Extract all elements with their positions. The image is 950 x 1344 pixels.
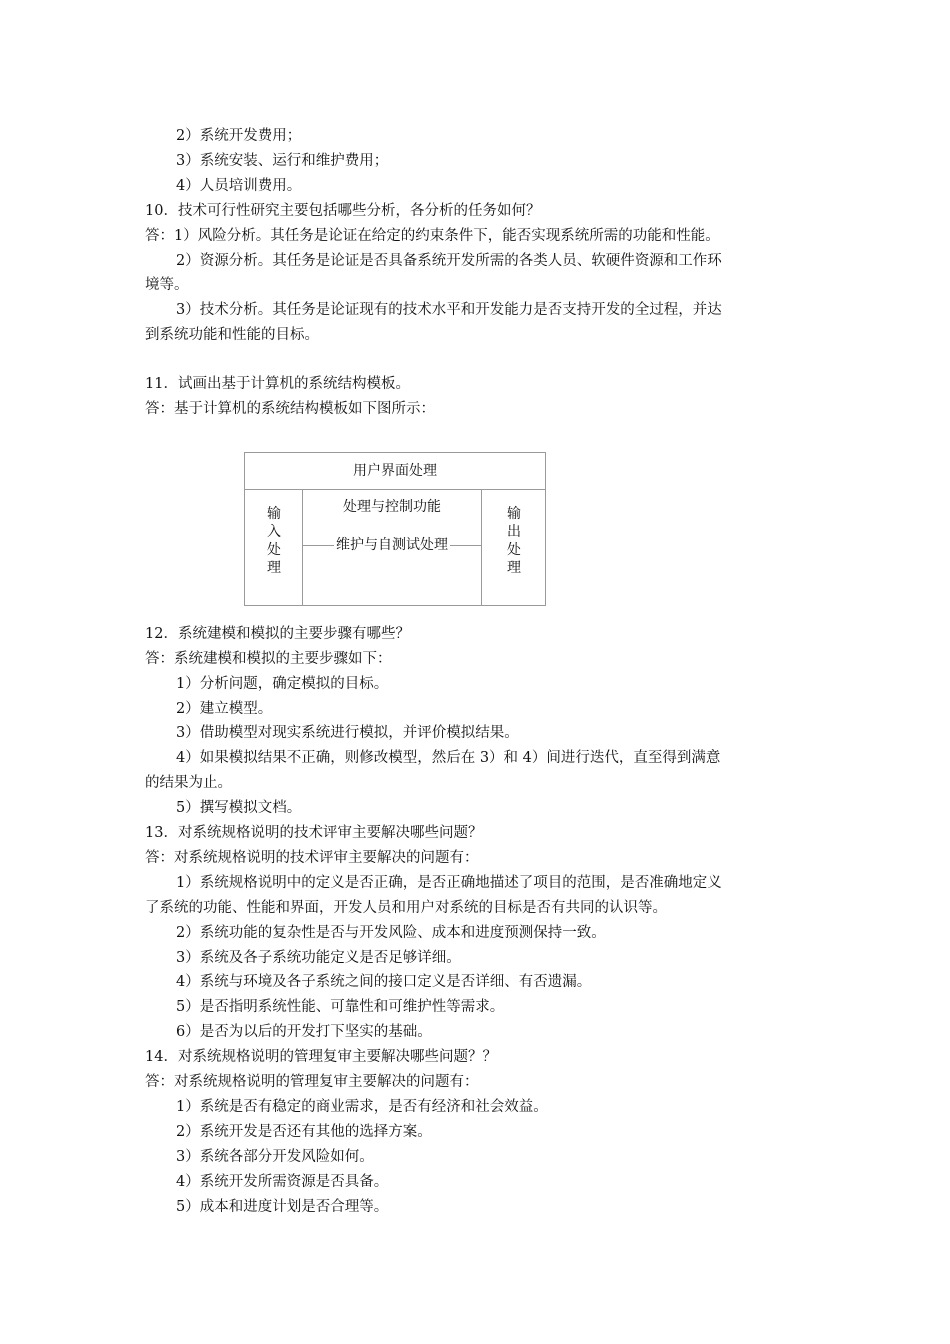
- output-processing-block: [505, 505, 523, 577]
- text-line: 1）系统是否有稳定的商业需求，是否有经济和社会效益。: [176, 1099, 548, 1115]
- output-char: 输: [507, 506, 521, 522]
- text-line: 答：基于计算机的系统结构模板如下图所示：: [145, 401, 435, 417]
- processing-control-block: 处理与控制功能: [343, 499, 441, 515]
- maintenance-self-test-label: 维护与自测试处理: [336, 537, 448, 553]
- text-line: 答：对系统规格说明的技术评审主要解决的问题有：: [145, 850, 479, 866]
- text-line: 2）资源分析。其任务是论证是否具备系统开发所需的各类人员、软硬件资源和工作环: [176, 253, 722, 269]
- text-line: 答：系统建模和模拟的主要步骤如下：: [145, 651, 392, 667]
- text-line: 5）成本和进度计划是否合理等。: [176, 1199, 389, 1215]
- text-line: 12．系统建模和模拟的主要步骤有哪些？: [145, 626, 410, 642]
- text-line: 境等。: [145, 277, 189, 293]
- text-line: 1）分析问题，确定模拟的目标。: [176, 676, 389, 692]
- text-line: 2）系统开发是否还有其他的选择方案。: [176, 1124, 432, 1140]
- output-char: 出: [507, 524, 521, 540]
- text-line: 了系统的功能、性能和界面，开发人员和用户对系统的目标是否有共同的认识等。: [145, 900, 667, 916]
- text-line: 1）系统规格说明中的定义是否正确，是否正确地描述了项目的范围，是否准确地定义: [176, 875, 722, 891]
- text-line: 到系统功能和性能的目标。: [145, 327, 319, 343]
- text-line: 4）人员培训费用。: [176, 178, 302, 194]
- text-line: 2）系统功能的复杂性是否与开发风险、成本和进度预测保持一致。: [176, 925, 606, 941]
- output-char: 理: [507, 560, 521, 576]
- right-divider: [481, 489, 482, 606]
- text-line: 3）系统各部分开发风险如何。: [176, 1149, 374, 1165]
- text-line: 3）系统及各子系统功能定义是否足够详细。: [176, 950, 461, 966]
- text-line: 的结果为止。: [145, 775, 232, 791]
- text-line: 14．对系统规格说明的管理复审主要解决哪些问题？？: [145, 1049, 497, 1065]
- text-line: 5）是否指明系统性能、可靠性和可维护性等需求。: [176, 999, 505, 1015]
- text-line: 4）如果模拟结果不正确，则修改模型，然后在 3）和 4）间进行迭代，直至得到满意: [176, 750, 721, 766]
- text-line: 6）是否为以后的开发打下坚实的基础。: [176, 1024, 432, 1040]
- text-line: 11．试画出基于计算机的系统结构模板。: [145, 376, 410, 392]
- system-structure-diagram: [244, 452, 546, 606]
- text-line: 3）技术分析。其任务是论证现有的技术水平和开发能力是否支持开发的全过程，并达: [176, 302, 722, 318]
- text-line: 2）建立模型。: [176, 701, 273, 717]
- text-line: 13．对系统规格说明的技术评审主要解决哪些问题？: [145, 825, 483, 841]
- user-interface-block: 用户界面处理: [245, 453, 545, 490]
- input-processing-block: [265, 505, 283, 577]
- text-line: 3）借助模型对现实系统进行模拟，并评价模拟结果。: [176, 725, 519, 741]
- text-line: 答：1）风险分析。其任务是论证在给定的约束条件下，能否实现系统所需的功能和性能。: [145, 228, 720, 244]
- text-line: 4）系统开发所需资源是否具备。: [176, 1174, 389, 1190]
- maintenance-self-test-block: [303, 535, 481, 555]
- input-char: 处: [267, 542, 281, 558]
- text-line: 2）系统开发费用；: [176, 128, 302, 144]
- output-char: 处: [507, 542, 521, 558]
- input-char: 理: [267, 560, 281, 576]
- text-line: 4）系统与环境及各子系统之间的接口定义是否详细、有否遗漏。: [176, 974, 592, 990]
- text-line: 3）系统安装、运行和维护费用；: [176, 153, 389, 169]
- text-line: 10．技术可行性研究主要包括哪些分析，各分析的任务如何？: [145, 203, 541, 219]
- text-line: 5）撰写模拟文档。: [176, 800, 302, 816]
- input-char: 入: [267, 524, 281, 540]
- input-char: 输: [267, 506, 281, 522]
- text-line: 答：对系统规格说明的管理复审主要解决的问题有：: [145, 1074, 479, 1090]
